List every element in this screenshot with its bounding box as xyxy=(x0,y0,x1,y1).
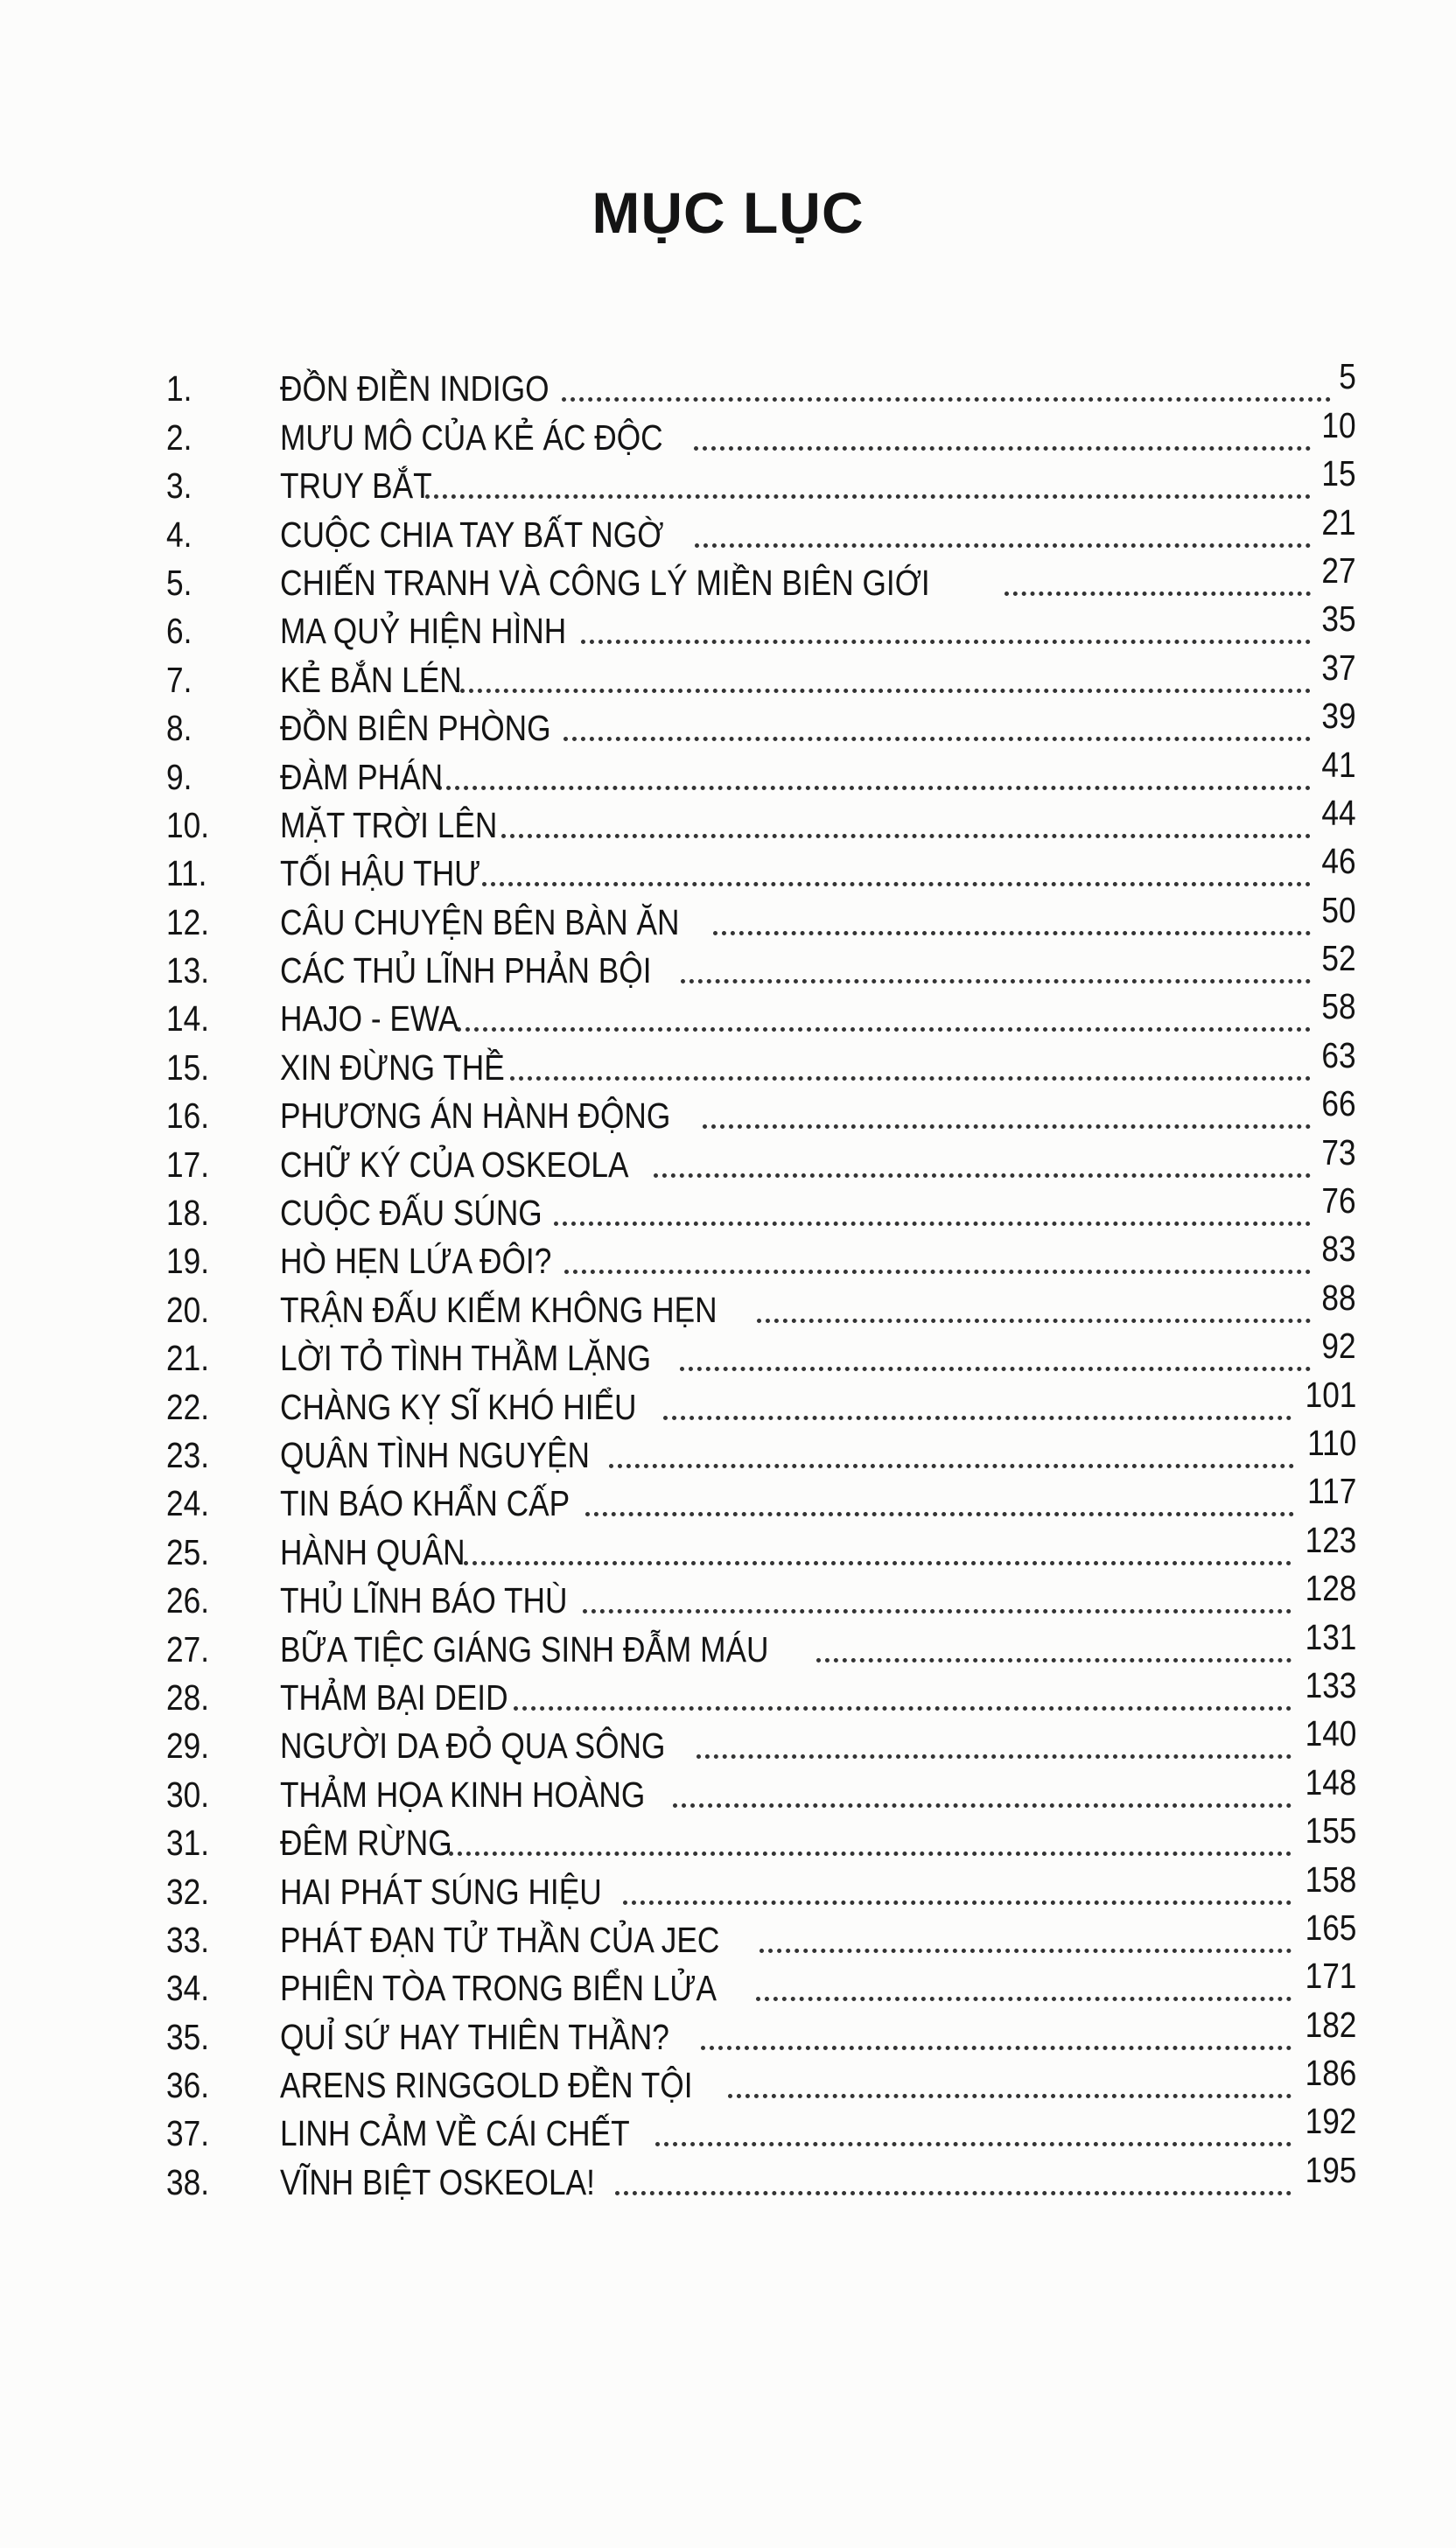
entry-title: ĐÀM PHÁN xyxy=(280,756,444,797)
dot-leader xyxy=(713,931,1312,935)
entry-page-number: 155 xyxy=(1305,1810,1356,1852)
entry-number: 25. xyxy=(166,1531,210,1572)
entry-page-number: 131 xyxy=(1305,1616,1356,1657)
toc-entry xyxy=(166,1907,1356,1960)
entry-title: CUỘC CHIA TAY BẤT NGỜ xyxy=(280,514,664,555)
entry-page-number: 41 xyxy=(1321,744,1356,785)
toc-entry xyxy=(166,744,1356,797)
dot-leader xyxy=(564,737,1311,741)
entry-title: CHIẾN TRANH VÀ CÔNG LÝ MIỀN BIÊN GIỚI xyxy=(280,562,930,603)
entry-title: PHÁT ĐẠN TỬ THẦN CỦA JEC xyxy=(280,1919,720,1960)
entry-page-number: 165 xyxy=(1305,1907,1356,1948)
entry-page-number: 15 xyxy=(1321,453,1356,494)
entry-title: LỜI TỎ TÌNH THẦM LẶNG xyxy=(280,1338,652,1379)
dot-leader xyxy=(655,2142,1292,2146)
entry-title: TIN BÁO KHẨN CẤP xyxy=(280,1483,570,1524)
toc-entry xyxy=(166,356,1356,410)
entry-number: 17. xyxy=(166,1144,210,1185)
entry-number: 9. xyxy=(166,756,192,797)
entry-page-number: 58 xyxy=(1321,986,1356,1027)
page-title: MỤC LỤC xyxy=(592,180,864,245)
dot-leader xyxy=(514,1706,1292,1711)
entry-number: 19. xyxy=(166,1241,210,1282)
entry-title: MƯU MÔ CỦA KẺ ÁC ĐỘC xyxy=(280,416,663,458)
toc-entry xyxy=(166,1616,1356,1670)
toc-entry xyxy=(166,2149,1356,2202)
entry-page-number: 140 xyxy=(1305,1713,1356,1754)
entry-title: ĐỒN ĐIỀN INDIGO xyxy=(280,368,550,410)
dot-leader xyxy=(680,1367,1311,1371)
toc-entry xyxy=(166,841,1356,894)
dot-leader xyxy=(623,1900,1292,1905)
toc-entry xyxy=(166,501,1356,555)
entry-page-number: 37 xyxy=(1321,647,1356,688)
dot-leader xyxy=(756,1997,1291,2001)
entry-number: 36. xyxy=(166,2065,210,2106)
entry-number: 24. xyxy=(166,1483,210,1524)
entry-title: QUỈ SỨ HAY THIÊN THẦN? xyxy=(280,2016,669,2057)
toc-entry xyxy=(166,1713,1356,1767)
toc-entry xyxy=(166,1664,1356,1718)
toc-entry xyxy=(166,1326,1356,1379)
entry-number: 23. xyxy=(166,1434,210,1475)
entry-title: HÒ HẸN LỨA ĐÔI? xyxy=(280,1241,552,1282)
entry-page-number: 21 xyxy=(1321,501,1356,542)
dot-leader xyxy=(554,1222,1312,1226)
entry-title: CHÀNG KỴ SĨ KHÓ HIỂU xyxy=(280,1386,637,1427)
entry-number: 28. xyxy=(166,1676,210,1718)
entry-title: PHIÊN TÒA TRONG BIỂN LỬA xyxy=(280,1968,718,2009)
entry-page-number: 10 xyxy=(1321,404,1356,445)
entry-title: TRẬN ĐẤU KIẾM KHÔNG HẸN xyxy=(280,1289,718,1330)
dot-leader xyxy=(654,1173,1311,1178)
entry-page-number: 133 xyxy=(1305,1664,1356,1705)
dot-leader xyxy=(585,1512,1294,1516)
entry-title: HAI PHÁT SÚNG HIỆU xyxy=(280,1871,602,1912)
dot-leader xyxy=(564,1270,1312,1274)
dot-leader xyxy=(703,1124,1311,1129)
entry-title: HAJO - EWA xyxy=(280,998,459,1040)
toc-entry xyxy=(166,453,1356,507)
entry-title: LINH CẢM VỀ CÁI CHẾT xyxy=(280,2113,630,2154)
entry-page-number: 63 xyxy=(1321,1034,1356,1075)
entry-number: 1. xyxy=(166,368,192,410)
entry-page-number: 27 xyxy=(1321,550,1356,591)
entry-page-number: 192 xyxy=(1305,2101,1356,2142)
dot-leader xyxy=(681,979,1312,984)
toc-entry xyxy=(166,1374,1356,1427)
entry-page-number: 73 xyxy=(1321,1131,1356,1172)
toc-entry xyxy=(166,1956,1356,2009)
toc-entry xyxy=(166,1277,1356,1330)
entry-number: 32. xyxy=(166,1871,210,1912)
entry-title: MẶT TRỜI LÊN xyxy=(280,804,498,845)
entry-title: HÀNH QUÂN xyxy=(280,1531,466,1572)
table-of-contents xyxy=(166,356,1356,2202)
toc-entry xyxy=(166,550,1356,603)
entry-number: 34. xyxy=(166,1968,210,2009)
entry-number: 2. xyxy=(166,416,192,458)
entry-number: 18. xyxy=(166,1193,210,1234)
dot-leader xyxy=(609,1464,1294,1468)
toc-entry xyxy=(166,1810,1356,1864)
entry-title: CUỘC ĐẤU SÚNG xyxy=(280,1193,542,1234)
dot-leader xyxy=(695,543,1312,548)
dot-leader xyxy=(562,397,1332,402)
entry-title: THỦ LĨNH BÁO THÙ xyxy=(280,1580,568,1621)
toc-entry xyxy=(166,598,1356,652)
entry-title: KẺ BẮN LÉN xyxy=(280,659,462,700)
entry-page-number: 195 xyxy=(1305,2149,1356,2190)
dot-leader xyxy=(460,689,1312,693)
entry-number: 21. xyxy=(166,1338,210,1379)
entry-number: 12. xyxy=(166,901,210,942)
dot-leader xyxy=(673,1803,1291,1808)
entry-page-number: 182 xyxy=(1305,2004,1356,2045)
entry-page-number: 88 xyxy=(1321,1277,1356,1318)
entry-title: TRUY BẮT xyxy=(280,466,432,507)
entry-number: 15. xyxy=(166,1046,210,1088)
toc-entry xyxy=(166,696,1356,749)
dot-leader xyxy=(464,1561,1292,1565)
dot-leader xyxy=(816,1658,1291,1662)
entry-title: VĨNH BIỆT OSKEOLA! xyxy=(280,2161,595,2202)
dot-leader xyxy=(583,1609,1292,1614)
dot-leader xyxy=(615,2191,1292,2195)
dot-leader xyxy=(449,1852,1292,1856)
dot-leader xyxy=(663,1416,1292,1420)
entry-page-number: 50 xyxy=(1321,889,1356,930)
entry-number: 10. xyxy=(166,804,210,845)
entry-page-number: 35 xyxy=(1321,598,1356,640)
entry-title: ĐỒN BIÊN PHÒNG xyxy=(280,708,551,749)
entry-number: 38. xyxy=(166,2161,210,2202)
entry-page-number: 92 xyxy=(1321,1326,1356,1367)
entry-title: BỮA TIỆC GIÁNG SINH ĐẪM MÁU xyxy=(280,1628,769,1670)
entry-number: 13. xyxy=(166,950,210,991)
toc-entry xyxy=(166,1131,1356,1185)
entry-page-number: 5 xyxy=(1339,356,1356,397)
dot-leader xyxy=(728,2094,1291,2098)
entry-number: 4. xyxy=(166,514,192,555)
dot-leader xyxy=(581,640,1311,644)
toc-entry xyxy=(166,1228,1356,1282)
entry-number: 3. xyxy=(166,466,192,507)
toc-entry xyxy=(166,986,1356,1040)
toc-entry xyxy=(166,1180,1356,1234)
entry-number: 20. xyxy=(166,1289,210,1330)
entry-title: NGƯỜI DA ĐỎ QUA SÔNG xyxy=(280,1726,666,1767)
entry-number: 5. xyxy=(166,562,192,603)
entry-number: 8. xyxy=(166,708,192,749)
entry-page-number: 39 xyxy=(1321,696,1356,737)
toc-entry xyxy=(166,1083,1356,1137)
entry-title: MA QUỶ HIỆN HÌNH xyxy=(280,611,567,652)
toc-entry xyxy=(166,792,1356,845)
entry-title: CÂU CHUYỆN BÊN BÀN ĂN xyxy=(280,901,680,942)
toc-entry xyxy=(166,938,1356,991)
entry-page-number: 123 xyxy=(1305,1519,1356,1560)
dot-leader xyxy=(1004,592,1312,596)
toc-entry xyxy=(166,1422,1356,1475)
entry-number: 22. xyxy=(166,1386,210,1427)
entry-page-number: 171 xyxy=(1305,1956,1356,1997)
entry-page-number: 110 xyxy=(1306,1422,1356,1463)
entry-number: 35. xyxy=(166,2016,210,2057)
dot-leader xyxy=(457,1027,1312,1032)
dot-leader xyxy=(510,1076,1312,1081)
entry-page-number: 66 xyxy=(1321,1083,1356,1124)
dot-leader xyxy=(757,1319,1312,1323)
entry-number: 31. xyxy=(166,1823,210,1864)
toc-entry xyxy=(166,1471,1356,1524)
entry-page-number: 83 xyxy=(1321,1228,1356,1270)
entry-number: 29. xyxy=(166,1726,210,1767)
toc-entry xyxy=(166,889,1356,942)
entry-page-number: 186 xyxy=(1305,2053,1356,2094)
dot-leader xyxy=(696,1754,1291,1759)
entry-number: 14. xyxy=(166,998,210,1040)
entry-title: CHỮ KÝ CỦA OSKEOLA xyxy=(280,1144,629,1185)
toc-entry xyxy=(166,2101,1356,2154)
entry-page-number: 158 xyxy=(1305,1858,1356,1900)
toc-entry xyxy=(166,2004,1356,2057)
toc-entry xyxy=(166,2053,1356,2106)
entry-number: 27. xyxy=(166,1628,210,1670)
toc-entry xyxy=(166,1568,1356,1621)
entry-title: THẢM HỌA KINH HOÀNG xyxy=(280,1774,646,1815)
toc-entry xyxy=(166,1519,1356,1572)
entry-number: 16. xyxy=(166,1096,210,1137)
entry-page-number: 76 xyxy=(1321,1180,1356,1222)
dot-leader xyxy=(425,494,1311,499)
entry-page-number: 128 xyxy=(1305,1568,1356,1609)
entry-title: THẢM BẠI DEID xyxy=(280,1676,508,1718)
entry-number: 26. xyxy=(166,1580,210,1621)
dot-leader xyxy=(694,446,1312,451)
entry-page-number: 46 xyxy=(1321,841,1356,882)
entry-number: 7. xyxy=(166,659,192,700)
entry-number: 37. xyxy=(166,2113,210,2154)
entry-title: PHƯƠNG ÁN HÀNH ĐỘNG xyxy=(280,1096,671,1137)
entry-title: ARENS RINGGOLD ĐỀN TỘI xyxy=(280,2065,693,2106)
entry-number: 33. xyxy=(166,1919,210,1960)
toc-entry xyxy=(166,647,1356,700)
toc-entry xyxy=(166,1858,1356,1912)
dot-leader xyxy=(438,786,1311,790)
entry-page-number: 117 xyxy=(1306,1471,1356,1512)
entry-title: TỐI HẬU THƯ xyxy=(280,853,481,894)
entry-page-number: 101 xyxy=(1305,1374,1356,1415)
entry-number: 30. xyxy=(166,1774,210,1815)
entry-title: QUÂN TÌNH NGUYỆN xyxy=(280,1434,590,1475)
entry-number: 6. xyxy=(166,611,192,652)
dot-leader xyxy=(760,1949,1292,1953)
dot-leader xyxy=(701,2046,1291,2050)
entry-title: CÁC THỦ LĨNH PHẢN BỘI xyxy=(280,950,652,991)
entry-page-number: 52 xyxy=(1321,938,1356,979)
entry-page-number: 44 xyxy=(1321,792,1356,833)
entry-number: 11. xyxy=(166,853,207,894)
entry-page-number: 148 xyxy=(1305,1761,1356,1802)
entry-title: XIN ĐỪNG THỀ xyxy=(280,1046,505,1088)
entry-title: ĐÊM RỪNG xyxy=(280,1823,452,1864)
dot-leader xyxy=(482,882,1312,886)
toc-entry xyxy=(166,1761,1356,1815)
toc-entry xyxy=(166,1034,1356,1088)
dot-leader xyxy=(501,834,1312,838)
toc-entry xyxy=(166,404,1356,458)
